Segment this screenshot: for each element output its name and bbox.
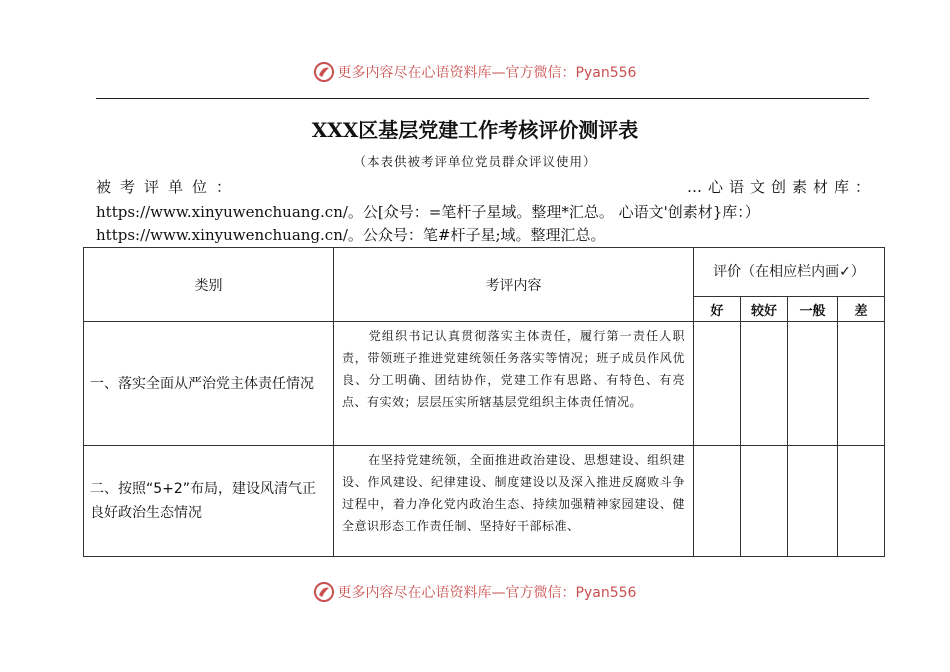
document-title: XXX区基层党建工作考核评价测评表 (311, 118, 639, 142)
cell-average[interactable] (788, 322, 838, 446)
grade-poor: 差 (838, 297, 885, 322)
document-subtitle: （本表供被考评单位党员群众评议使用） (353, 154, 597, 169)
table-row (84, 322, 885, 446)
header-evaluation: 评价（在相应栏内画✓） (694, 248, 885, 297)
cell-good[interactable] (694, 446, 741, 557)
cell-fairly-good[interactable] (741, 322, 788, 446)
table-row (84, 446, 885, 557)
row-category: 一、落实全面从严治党主体责任情况 (84, 322, 334, 446)
seal-logo-icon (314, 582, 334, 602)
seal-logo-icon (314, 62, 334, 82)
cell-poor[interactable] (838, 446, 885, 557)
header-rule (96, 98, 869, 99)
cell-poor[interactable] (838, 322, 885, 446)
unit-label: 被考评单位： (96, 178, 241, 196)
row-content: 党组织书记认真贯彻落实主体责任，履行第一责任人职责，带领班子推进党建统领任务落实等情况；班子成员作风优良、分工明确、团结协作，党建工作有思路、有特色、有亮点、有实效；层层压实所辖基层党组织主体责任情况。 (334, 322, 694, 446)
header-content: 考评内容 (334, 248, 694, 322)
watermark-top (0, 62, 950, 82)
row-category: 二、按照“5+2”布局，建设风清气正良好政治生态情况 (84, 446, 334, 557)
evaluation-table (83, 247, 885, 557)
url-line-2: https://www.xinyuwenchuang.cn/。公众号：笔#杆子星;域。整理汇总。 (96, 226, 606, 244)
unit-line (96, 176, 876, 199)
header-category: 类别 (84, 248, 334, 322)
unit-line-right: …心语文创素材库： (686, 178, 876, 196)
cell-good[interactable] (694, 322, 741, 446)
grade-average: 一般 (788, 297, 838, 322)
grade-fairly-good: 较好 (741, 297, 788, 322)
watermark-text: 更多内容尽在心语资料库—官方微信：Pyan556 (337, 65, 637, 81)
grade-good: 好 (694, 297, 741, 322)
watermark-bottom (0, 582, 950, 602)
cell-average[interactable] (788, 446, 838, 557)
watermark-text: 更多内容尽在心语资料库—官方微信：Pyan556 (337, 585, 637, 601)
url-line-1: https://www.xinyuwenchuang.cn/。公[众号：=笔杆子星域。整理*汇总。 心语文'创素材}库：） (96, 203, 760, 221)
row-content: 在坚持党建统领，全面推进政治建设、思想建设、组织建设、作风建设、纪律建设、制度建设以及深入推进反腐败斗争过程中，着力净化党内政治生态、持续加强精神家园建设、健全意识形态工作责任制、坚持好干部标准、 (334, 446, 694, 557)
cell-fairly-good[interactable] (741, 446, 788, 557)
